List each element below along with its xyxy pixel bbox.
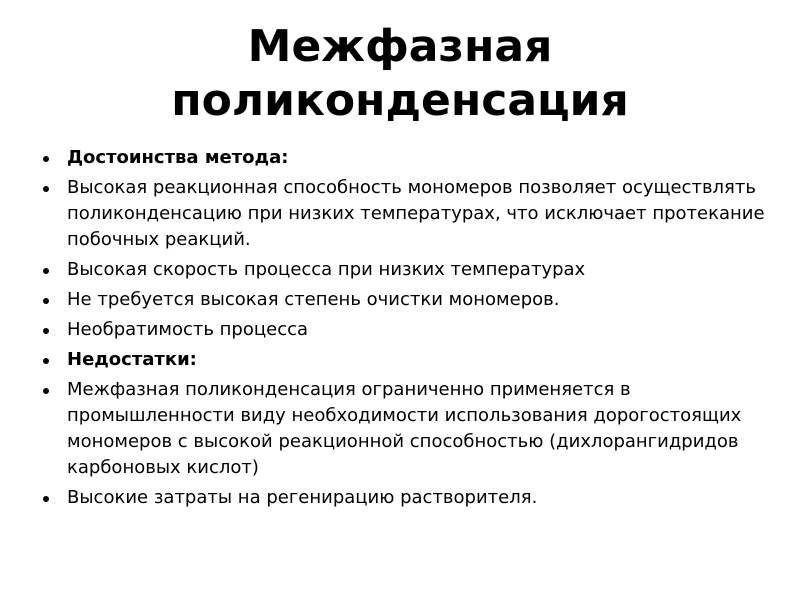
bullet-dot-icon	[43, 156, 49, 162]
bullet-text: Необратимость процесса	[67, 319, 309, 340]
slide-title-line-2: поликонденсация	[171, 75, 629, 126]
bullet-dot-icon	[43, 328, 49, 334]
bullet-dot-icon	[43, 388, 49, 394]
bullet-list	[40, 145, 780, 515]
bullet-dot-icon	[43, 298, 49, 304]
bullet-text: Высокая реакционная способность мономеров позволяет осуществлять поликонденсацию при низких температурах, что исключает протекание побочных реакций.	[67, 177, 765, 250]
slide-title-line-1: Межфазная	[247, 21, 553, 72]
bullet-text: Достоинства метода:	[67, 147, 289, 168]
bullet-item	[40, 175, 780, 253]
bullet-dot-icon	[43, 186, 49, 192]
bullet-item	[40, 377, 780, 481]
bullet-item	[40, 287, 780, 313]
slide-title	[100, 20, 700, 128]
bullet-dot-icon	[43, 268, 49, 274]
bullet-item-disadvantages-heading	[40, 347, 780, 373]
bullet-item-advantages-heading	[40, 145, 780, 171]
bullet-item	[40, 485, 780, 511]
bullet-text: Высокие затраты на регенирацию растворителя.	[67, 487, 538, 508]
bullet-dot-icon	[43, 496, 49, 502]
bullet-dot-icon	[43, 358, 49, 364]
bullet-text: Не требуется высокая степень очистки мономеров.	[67, 289, 560, 310]
bullet-text: Недостатки:	[67, 349, 197, 370]
bullet-text: Высокая скорость процесса при низких температурах	[67, 259, 586, 280]
bullet-item	[40, 257, 780, 283]
bullet-text: Межфазная поликонденсация ограниченно применяется в промышленности виду необходимости использования дорогостоящих мономеров с высокой реакционной способностью (дихлорангидридов карбоновых кислот)	[67, 379, 742, 478]
bullet-item	[40, 317, 780, 343]
